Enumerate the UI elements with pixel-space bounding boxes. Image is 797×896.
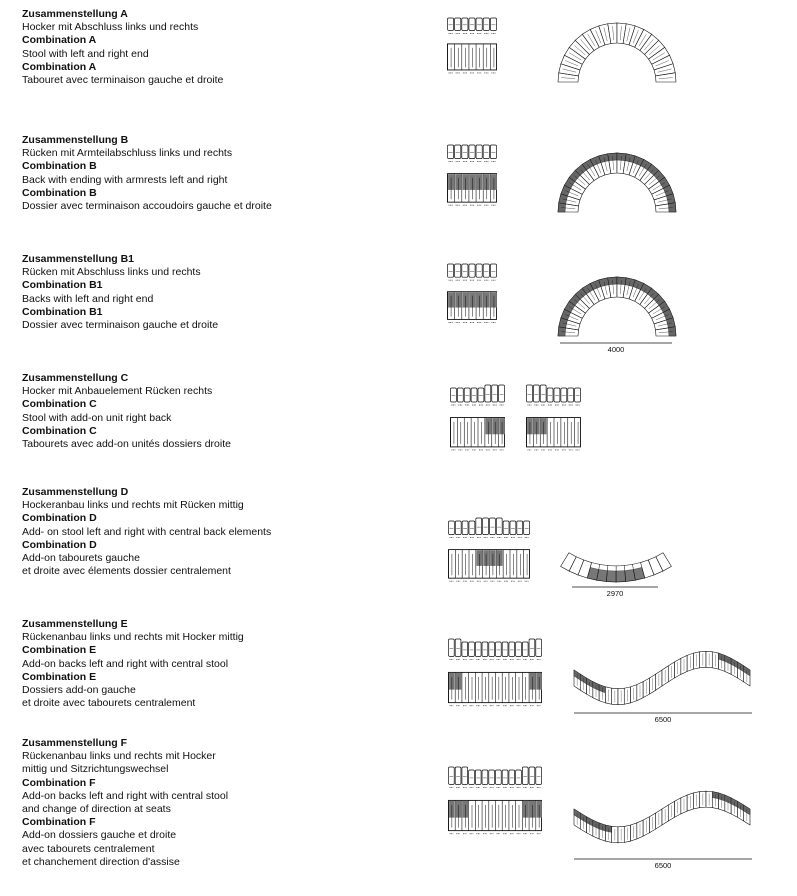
section-a-strips	[447, 16, 497, 78]
section-heading: Combination C	[22, 398, 97, 411]
section-b1-plan-arc	[552, 256, 682, 340]
section-description-line: Tabouret avec terminaison gauche et droite	[22, 74, 224, 87]
section-d-text	[22, 486, 422, 578]
section-description-line: Add-on tabourets gauche	[22, 552, 140, 565]
section-description-line: Add- on stool left and right with central back elements	[22, 525, 272, 538]
section-heading: Combination D	[22, 538, 97, 551]
section-description-line: Hocker mit Abschluss links und rechts	[22, 21, 199, 34]
section-description-line: Dossier avec terminaison gauche et droite	[22, 319, 219, 332]
section-c-text	[22, 372, 422, 451]
section-heading: Combination B1	[22, 305, 103, 318]
section-description-line: Hocker mit Anbauelement Rücken rechts	[22, 385, 213, 398]
section-heading: Combination F	[22, 776, 96, 789]
section-description-line: et chanchement direction d'assise	[22, 855, 180, 868]
section-f-text	[22, 737, 422, 869]
section-description-line: Rückenanbau links und rechts mit Hocker mittig	[22, 631, 244, 644]
section-description-line: Rückenanbau links und rechts mit Hocker	[22, 750, 216, 763]
section-description-line: Hockeranbau links und rechts mit Rücken mittig	[22, 499, 244, 512]
section-e-dimension-label: 6500	[654, 715, 672, 724]
section-heading: Combination C	[22, 424, 97, 437]
section-c-strips-2	[526, 386, 581, 456]
section-e-strips	[448, 640, 542, 712]
section-e-text	[22, 618, 422, 710]
section-description-line: Rücken mit Abschluss links und rechts	[22, 266, 201, 279]
section-description-line: Dossiers add-on gauche	[22, 684, 136, 697]
section-heading: Combination A	[22, 34, 97, 47]
section-heading: Zusammenstellung B1	[22, 253, 135, 265]
section-description-line: avec tabourets centralement	[22, 842, 155, 855]
section-f-plan-wave	[570, 786, 754, 848]
section-b-strips	[447, 143, 497, 211]
section-heading: Combination E	[22, 644, 97, 657]
section-heading: Combination B	[22, 186, 97, 199]
section-description-line: Rücken mit Armteilabschluss links und rechts	[22, 147, 233, 160]
section-heading: Combination F	[22, 816, 96, 829]
section-b-text	[22, 134, 422, 213]
section-b1-dimension-label: 4000	[607, 345, 625, 354]
section-heading: Combination D	[22, 512, 97, 525]
section-f-strips	[448, 768, 542, 840]
section-description-line: Tabourets avec add-on unités dossiers droite	[22, 438, 231, 451]
section-description-line: Dossier avec terminaison accoudoirs gauche et droite	[22, 200, 272, 213]
section-description-line: mittig und Sitzrichtungswechsel	[22, 763, 169, 776]
section-description-line: Add-on backs left and right with central stool	[22, 657, 229, 670]
section-heading: Zusammenstellung F	[22, 737, 128, 749]
section-description-line: et droite avec tabourets centralement	[22, 697, 196, 710]
section-heading: Combination A	[22, 60, 97, 73]
section-f-dimension-label: 6500	[654, 861, 672, 870]
section-e-plan-wave	[570, 646, 754, 710]
section-description-line: Stool with add-on unit right back	[22, 411, 172, 424]
section-description-line: and change of direction at seats	[22, 803, 171, 816]
section-description-line: Back with ending with armrests left and right	[22, 173, 228, 186]
section-heading: Combination B	[22, 160, 97, 173]
section-d-plan-arc	[566, 536, 666, 586]
section-a-plan-arc	[552, 10, 682, 86]
section-c-strips-1	[450, 386, 505, 456]
section-b1-strips	[447, 262, 497, 328]
section-heading: Combination B1	[22, 279, 103, 292]
section-description-line: Add-on dossiers gauche et droite	[22, 829, 177, 842]
section-description-line: et droite avec élements dossier centralement	[22, 565, 231, 578]
section-heading: Zusammenstellung E	[22, 618, 128, 630]
section-a-text	[22, 8, 422, 87]
section-d-strips	[448, 519, 530, 587]
section-heading: Zusammenstellung D	[22, 486, 129, 498]
section-description-line: Add-on backs left and right with central stool	[22, 789, 229, 802]
section-d-dimension-label: 2970	[606, 589, 624, 598]
section-b1-text	[22, 253, 422, 332]
section-heading: Zusammenstellung B	[22, 134, 129, 146]
section-description-line: Stool with left and right end	[22, 47, 149, 60]
section-heading: Zusammenstellung C	[22, 372, 129, 384]
section-heading: Zusammenstellung A	[22, 8, 128, 20]
section-heading: Combination E	[22, 670, 97, 683]
section-description-line: Backs with left and right end	[22, 292, 154, 305]
section-b-plan-arc	[552, 136, 682, 216]
